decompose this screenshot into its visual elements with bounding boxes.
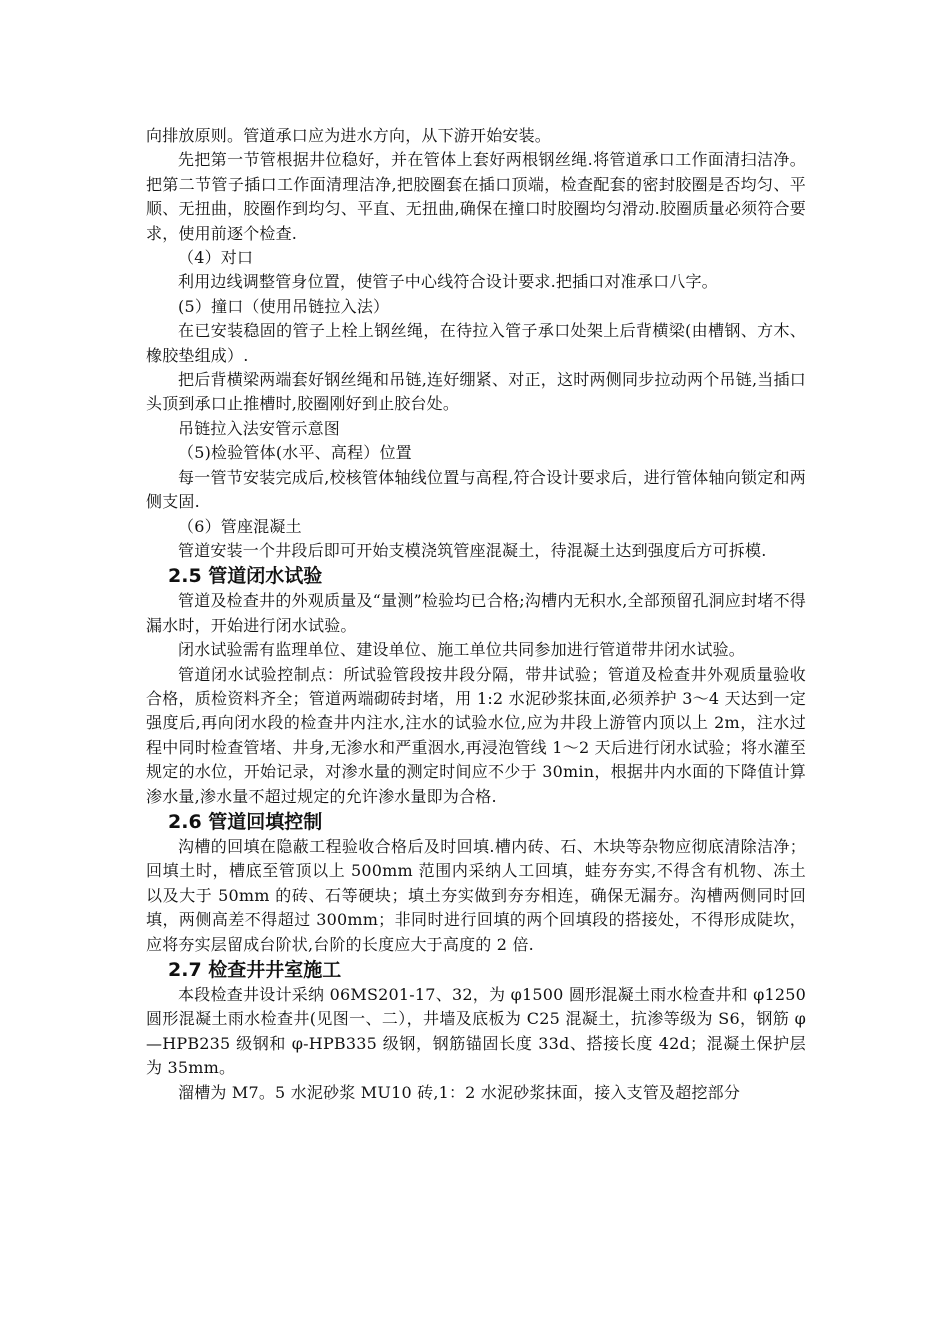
paragraph: 溜槽为 M7。5 水泥砂浆 MU10 砖,1：2 水泥砂浆抹面，接入支管及超挖部分	[178, 1082, 741, 1102]
section-heading-2-6: 2.6 管道回填控制	[168, 810, 323, 833]
paragraph: 沟槽的回填在隐蔽工程验收合格后及时回填.槽内砖、石、木块等杂物应彻底清除洁净；回填土时，槽底至管顶以上 500mm 范围内采纳人工回填，蛙夯夯实,不得含有机物、冻土以及大于 50mm 的砖、石等硬块；填土夯实做到夯夯相连，确保无漏夯。沟槽两侧同时回填，两侧高差不得超过 300mm；非同时进行回填的两个回填段的搭接处，不得形成陡坎，应将夯实层留成台阶状,台阶的长度应大于高度的 2 倍.	[146, 836, 806, 954]
paragraph: 管道安装一个井段后即可开始支模浇筑管座混凝土，待混凝土达到强度后方可拆模.	[178, 540, 767, 560]
document-page	[146, 124, 806, 1105]
paragraph: 利用边线调整管身位置，使管子中心线符合设计要求.把插口对准承口八字。	[178, 272, 718, 292]
section-heading-2-7: 2.7 检查井井室施工	[168, 959, 342, 981]
paragraph: （6）管座混凝土	[178, 516, 302, 536]
paragraph: 把后背横梁两端套好钢丝绳和吊链,连好绷紧、对正，这时两侧同步拉动两个吊链,当插口头顶到承口止推槽时,胶圈刚好到止胶台处。	[146, 370, 806, 414]
paragraph: （5)检验管体(水平、高程）位置	[178, 443, 412, 463]
paragraph: 本段检查井设计采纳 06MS201-17、32，为 φ1500 圆形混凝土雨水检查井和 φ1250 圆形混凝土雨水检查井(见图一、二），井墙及底板为 C25 混凝土，抗渗等级为 S6，钢筋 φ—HPB235 级钢和 φ-HPB335 级钢，钢筋锚固长度 33d、搭接长度 42d；混凝土保护层为 35mm。	[146, 985, 806, 1078]
paragraph: 向排放原则。管道承口应为进水方向，从下游开始安装。	[146, 126, 552, 145]
paragraph: （4）对口	[178, 248, 254, 268]
paragraph: 管道及检查井的外观质量及“量测”检验均已合格;沟槽内无积水,全部预留孔洞应封堵不得漏水时，开始进行闭水试验。	[146, 591, 806, 635]
paragraph: 每一管节安装完成后,校核管体轴线位置与高程,符合设计要求后，进行管体轴向锁定和两侧支固.	[146, 467, 806, 512]
figure-caption: 吊链拉入法安管示意图	[178, 418, 341, 438]
section-heading-2-5: 2.5 管道闭水试验	[168, 565, 323, 588]
paragraph: (5）撞口（使用吊链拉入法）	[178, 296, 390, 316]
paragraph: 管道闭水试验控制点：所试验管段按井段分隔，带井试验；管道及检查井外观质量验收合格，质检资料齐全；管道两端砌砖封堵，用 1:2 水泥砂浆抹面,必须养护 3～4 天达到一定强度后,再向闭水段的检查井内注水,注水的试验水位,应为井段上游管内顶以上 2m，注水过程中同时检查管堵、井身,无渗水和严重洇水,再浸泡管线 1～2 天后进行闭水试验；将水灌至规定的水位，开始记录，对渗水量的测定时间应不少于 30min，根据井内水面的下降值计算渗水量,渗水量不超过规定的允许渗水量即为合格.	[146, 664, 806, 806]
paragraph: 先把第一节管根据井位稳好，并在管体上套好两根钢丝绳.将管道承口工作面清扫洁净。把第二节管子插口工作面清理洁净,把胶圈套在插口顶端，检查配套的密封胶圈是否均匀、平顺、无扭曲，胶圈作到均匀、平直、无扭曲,确保在撞口时胶圈均匀滑动.胶圈质量必须符合要求，使用前逐个检查.	[146, 150, 806, 243]
paragraph: 闭水试验需有监理单位、建设单位、施工单位共同参加进行管道带井闭水试验。	[178, 640, 746, 660]
paragraph: 在已安装稳固的管子上栓上钢丝绳，在待拉入管子承口处架上后背横梁(由槽钢、方木、橡胶垫组成）.	[146, 321, 806, 365]
